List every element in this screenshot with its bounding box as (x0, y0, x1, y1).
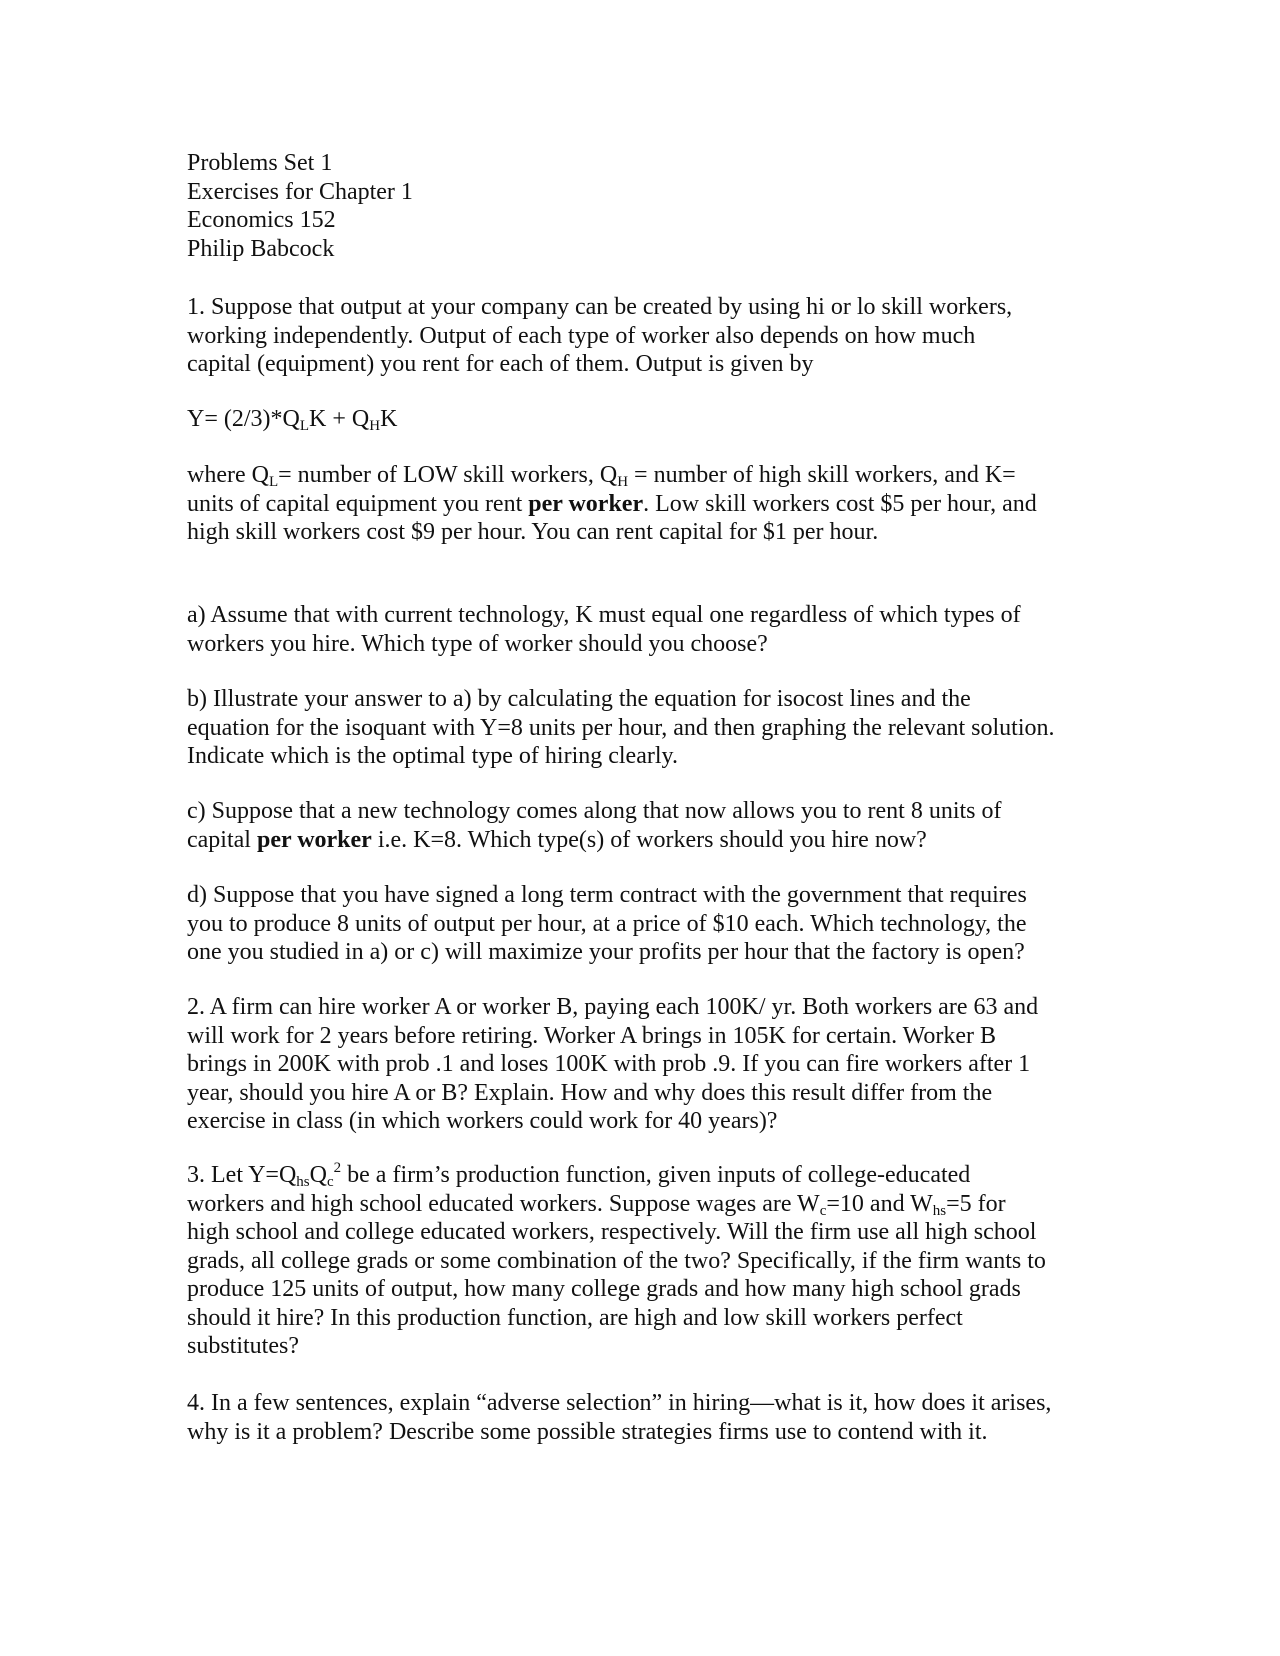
text-line: high skill workers cost $9 per hour. You can rent capital for $1 per hour. (187, 519, 879, 545)
subscript: H (369, 418, 381, 434)
subscript: hs (296, 1174, 310, 1190)
superscript: 2 (333, 1160, 342, 1176)
text-fragment: where Q (187, 462, 269, 488)
text-fragment: 3. Let Y=Q (187, 1162, 297, 1188)
variable-definitions (187, 461, 1097, 547)
text-line: 2. A firm can hire worker A or worker B, paying each 100K/ yr. Both workers are 63 and (187, 994, 1039, 1020)
text-fragment: capital (187, 826, 257, 853)
text-line: working independently. Output of each type of worker also depends on how much (187, 322, 976, 349)
text-line: high school and college educated workers, respectively. Will the firm use all high school (187, 1219, 1037, 1245)
text-line: workers you hire. Which type of worker should you choose? (187, 630, 768, 657)
bold-text: per worker (528, 490, 644, 517)
text-fragment: i.e. K=8. Which type(s) of workers should you hire now? (371, 826, 927, 853)
text-line: Indicate which is the optimal type of hiring clearly. (187, 743, 678, 769)
text-line: you to produce 8 units of output per hour, at a price of $10 each. Which technology, the (187, 910, 1027, 937)
text-fragment: = number of LOW skill workers, Q (278, 462, 618, 488)
header-line: Economics 152 (187, 207, 336, 233)
text-line: one you studied in a) or c) will maximize your profits per hour that the factory is open? (187, 939, 1025, 965)
question-2 (187, 993, 1097, 1136)
text-fragment: = number of high skill workers, and K= (628, 462, 1016, 488)
question-4 (187, 1389, 1097, 1446)
question-1d (187, 881, 1097, 967)
text-line: capital (equipment) you rent for each of them. Output is given by (187, 351, 814, 377)
question-1c (187, 797, 1097, 854)
bold-text: per worker (256, 826, 372, 853)
text-line: exercise in class (in which workers could work for 40 years)? (187, 1108, 778, 1134)
subscript: c (819, 1202, 827, 1219)
text-line: grads, all college grads or some combination of the two? Specifically, if the firm wants to (187, 1247, 1046, 1274)
text-line: substitutes? (187, 1333, 299, 1359)
text-fragment: be a firm’s production function, given inputs of college-educated (341, 1162, 971, 1188)
text-line: b) Illustrate your answer to a) by calculating the equation for isocost lines and the (187, 686, 971, 712)
text-fragment: =5 for (946, 1190, 1006, 1217)
equation-text: K + Q (309, 406, 370, 432)
text-line: why is it a problem? Describe some possible strategies firms use to contend with it. (187, 1418, 988, 1445)
subscript: L (268, 474, 279, 490)
text-fragment: workers and high school educated workers. Suppose wages are W (187, 1190, 820, 1217)
text-fragment: Q (309, 1162, 327, 1188)
text-line: year, should you hire A or B? Explain. How and why does this result differ from the (187, 1079, 993, 1106)
text-line: c) Suppose that a new technology comes along that now allows you to rent 8 units of (187, 798, 1002, 824)
question-1a (187, 601, 1097, 658)
text-line: should it hire? In this production function, are high and low skill workers perfect (187, 1304, 963, 1331)
text-line: d) Suppose that you have signed a long term contract with the government that requires (187, 882, 1027, 908)
text-line: produce 125 units of output, how many college grads and how many high school grads (187, 1276, 1021, 1302)
text-line: equation for the isoquant with Y=8 units per hour, and then graphing the relevant solution. (187, 714, 1055, 741)
output-equation (187, 405, 1097, 434)
subscript: L (299, 418, 310, 434)
header-line: Problems Set 1 (187, 150, 333, 176)
text-line: a) Assume that with current technology, K must equal one regardless of which types of (187, 602, 1021, 628)
question-3 (187, 1161, 1097, 1361)
subscript: H (617, 474, 629, 490)
equation-text: Y= (2/3)*Q (187, 406, 300, 432)
text-fragment: =10 and W (826, 1190, 933, 1217)
header-line: Exercises for Chapter 1 (187, 178, 413, 205)
text-line: 1. Suppose that output at your company can be created by using hi or lo skill workers, (187, 294, 1013, 320)
subscript: hs (932, 1202, 947, 1219)
text-line: 4. In a few sentences, explain “adverse selection” in hiring—what is it, how does it arises, (187, 1390, 1052, 1416)
text-line: will work for 2 years before retiring. Worker A brings in 105K for certain. Worker B (187, 1022, 997, 1049)
question-1-intro (187, 293, 1097, 379)
header-line: Philip Babcock (187, 235, 335, 262)
document-header (187, 149, 1097, 263)
text-fragment: units of capital equipment you rent (187, 490, 529, 517)
text-line: brings in 200K with prob .1 and loses 100K with prob .9. If you can fire workers after 1 (187, 1051, 1031, 1077)
text-fragment: . Low skill workers cost $5 per hour, and (643, 490, 1037, 517)
subscript: c (326, 1174, 334, 1190)
question-1b (187, 685, 1097, 771)
equation-text: K (380, 406, 398, 432)
